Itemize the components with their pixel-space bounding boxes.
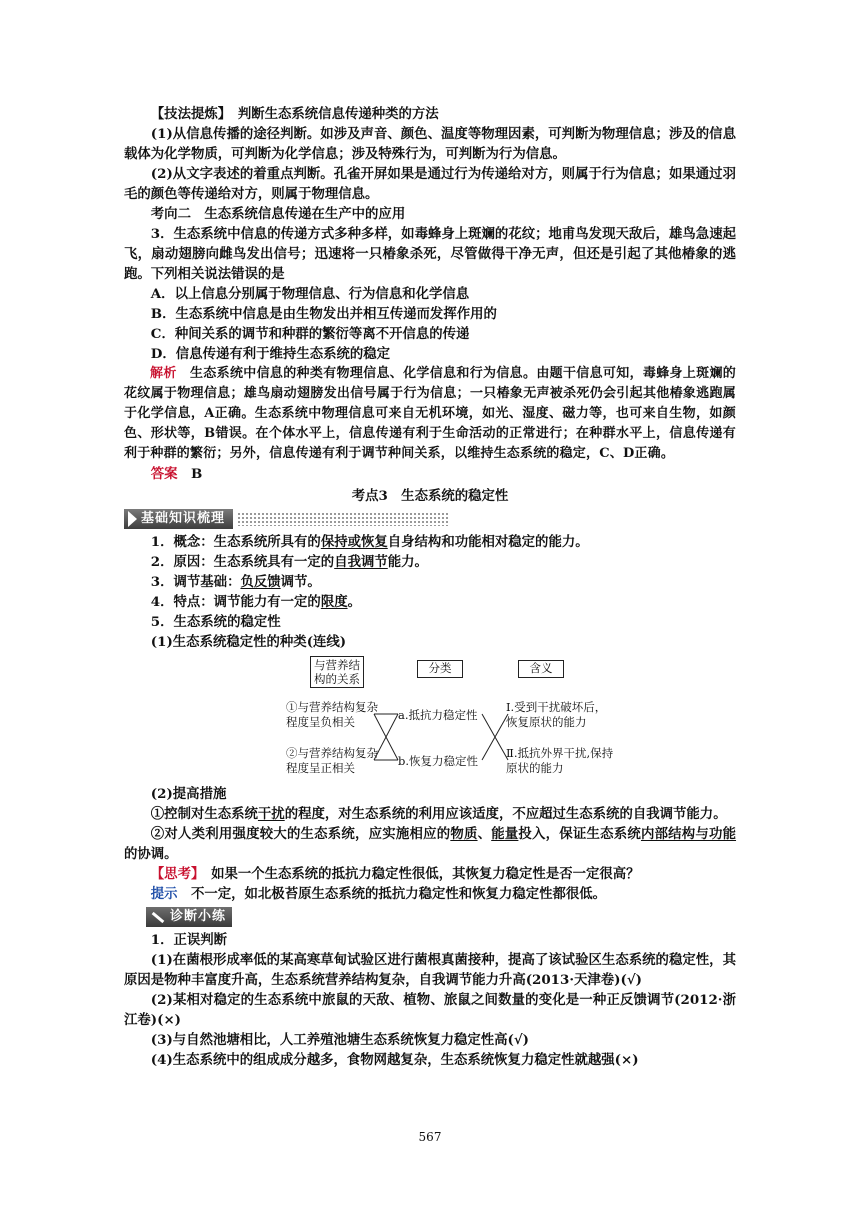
question-3-option-b: B．生态系统中信息是由生物发出并相互传递而发挥作用的 bbox=[150, 306, 497, 322]
judge-1: (1)在菌根形成率低的某高寒草甸试验区进行菌根真菌接种，提高了该试验区生态系统的稳定性，其原因是物种丰富度升高，生态系统营养结构复杂，自我调节能力升高(2013·天津卷)(√) bbox=[124, 952, 736, 988]
middle-item-a: a.抵抗力稳定性 bbox=[398, 708, 478, 722]
tech-title: 判断生态系统信息传递种类的方法 bbox=[237, 106, 439, 122]
analysis-label: 解析 bbox=[150, 366, 177, 381]
item-5-1: (1)生态系统稳定性的种类(连线) bbox=[150, 634, 347, 650]
measure-2-text-mid: 投入，保证生态系统 bbox=[518, 826, 641, 842]
measure-2-text: ②对人类利用强度较大的生态系统，应实施相应的 bbox=[150, 826, 451, 842]
measure-1-underline: 干扰 bbox=[257, 806, 285, 822]
measure-2-underline-2: 能量 bbox=[491, 826, 519, 842]
banner-text: 基础知识梳理 bbox=[141, 511, 226, 526]
basic-knowledge-banner bbox=[124, 508, 736, 530]
tech-heading bbox=[124, 104, 736, 124]
direction-2-heading: 考向二 生态系统信息传递在生产中的应用 bbox=[150, 206, 406, 222]
stability-matching-diagram bbox=[124, 656, 736, 784]
middle-item-b: b.恢复力稳定性 bbox=[398, 754, 479, 768]
tech-label: 【技法提炼】 bbox=[150, 106, 225, 122]
measure-1-text-end: 的程度，对生态系统的利用应该适度，不应超过生态系统的自我调节能力。 bbox=[284, 806, 727, 822]
item-1-text: 1．概念：生态系统所具有的 bbox=[150, 534, 321, 550]
question-3-stem: 3．生态系统中信息的传递方式多种多样，如毒蜂身上斑斓的花纹；地甫鸟发现天敌后，雄鸟急速起飞，扇动翅膀向雌鸟发出信号；迅速将一只椿象杀死，尽管做得干净无声，但还是引起了其他椿象的逃跑。下列相关说法错误的是 bbox=[124, 226, 736, 282]
left-item-1: ①与营养结构复杂程度呈负相关 bbox=[286, 700, 378, 729]
question-3-answer bbox=[124, 464, 736, 484]
tech-paragraph-1: (1)从信息传播的途径判断。如涉及声音、颜色、温度等物理因素，可判断为物理信息；涉及的信息载体为化学物质，可判断为化学信息；涉及特殊行为，可判断为行为信息。 bbox=[124, 126, 736, 162]
judge-title: 1．正误判断 bbox=[150, 932, 228, 948]
judge-3: (3)与自然池塘相比，人工养殖池塘生态系统恢复力稳定性高(√) bbox=[150, 1032, 530, 1048]
diagnosis-text: 诊断小练 bbox=[170, 909, 227, 924]
header-relation-text: 与营养结构的关系 bbox=[314, 658, 360, 686]
page-content bbox=[124, 100, 736, 1070]
tip-text: 不一定，如北极苔原生态系统的抵抗力稳定性和恢复力稳定性都很低。 bbox=[190, 886, 607, 902]
page-number: 567 bbox=[418, 1130, 442, 1144]
measure-2-separator: 、 bbox=[477, 826, 492, 842]
measure-2-text-end: 的协调。 bbox=[124, 846, 178, 862]
right-item-1: Ⅰ.受到干扰破坏后，恢复原状的能力 bbox=[506, 700, 607, 729]
think-label: 【思考】 bbox=[150, 866, 198, 882]
answer-label: 答案 bbox=[150, 466, 178, 482]
measure-2-underline-3: 内部结构与功能 bbox=[640, 826, 737, 842]
item-2 bbox=[124, 552, 736, 572]
item-3-underline: 负反馈 bbox=[240, 574, 281, 590]
item-1-text-end: 自身结构和功能相对稳定的能力。 bbox=[387, 534, 589, 550]
think-question bbox=[124, 864, 736, 884]
item-1 bbox=[124, 532, 736, 552]
measure-2-underline-1: 物质 bbox=[450, 826, 478, 842]
banner-tag bbox=[124, 509, 233, 529]
measure-1 bbox=[124, 804, 736, 824]
left-item-2: ②与营养结构复杂程度呈正相关 bbox=[286, 746, 378, 775]
question-3-option-a: A．以上信息分别属于物理信息、行为信息和化学信息 bbox=[150, 286, 470, 302]
think-text: 如果一个生态系统的抵抗力稳定性很低，其恢复力稳定性是否一定很高？ bbox=[211, 866, 640, 882]
item-2-text-end: 能力。 bbox=[387, 554, 428, 570]
answer-value: B bbox=[190, 466, 203, 482]
header-category-text: 分类 bbox=[428, 661, 452, 675]
question-3-option-d: D．信息传递有利于维持生态系统的稳定 bbox=[150, 346, 391, 362]
think-tip bbox=[124, 884, 736, 904]
question-3-analysis bbox=[124, 364, 736, 464]
item-1-underline: 保持或恢复 bbox=[320, 534, 388, 550]
dotted-decoration bbox=[237, 512, 449, 526]
judge-2: (2)某相对稳定的生态系统中旅鼠的天敌、植物、旅鼠之间数量的变化是一种正反馈调节(2012·浙江卷)(×) bbox=[124, 992, 736, 1028]
measure-2 bbox=[124, 824, 736, 864]
item-2-text: 2．原因：生态系统具有一定的 bbox=[150, 554, 335, 570]
diagnosis-tag bbox=[146, 907, 232, 927]
item-2-underline: 自我调节 bbox=[334, 554, 388, 570]
item-3-text-end: 调节。 bbox=[280, 574, 321, 590]
arrow-icon bbox=[128, 511, 137, 527]
judge-4: (4)生态系统中的组成成分越多，食物网越复杂，生态系统恢复力稳定性就越强(×) bbox=[150, 1052, 639, 1068]
item-4-underline: 限度 bbox=[320, 594, 348, 610]
connector-lines bbox=[124, 656, 736, 784]
item-5: 5．生态系统的稳定性 bbox=[150, 614, 281, 630]
item-4-text-end: 。 bbox=[347, 594, 361, 610]
item-3-text: 3．调节基础： bbox=[150, 574, 241, 590]
item-4 bbox=[124, 592, 736, 612]
question-3-option-c: C．种间关系的调节和种群的繁衍等离不开信息的传递 bbox=[150, 326, 470, 342]
measure-1-text: ①控制对生态系统 bbox=[150, 806, 258, 822]
right-item-2: Ⅱ.抵抗外界干扰,保持原状的能力 bbox=[506, 746, 614, 775]
item-3 bbox=[124, 572, 736, 592]
analysis-text: 生态系统中信息的种类有物理信息、化学信息和行为信息。由题干信息可知，毒蜂身上斑斓的花纹属于物理信息；雄鸟扇动翅膀发出信号属于行为信息；一只椿象无声被杀死仍会引起其他椿象逃跑属于化学信息，A正确。生态系统中物理信息可来自无机环境，如光、湿度、磁力等，也可来自生物，如颜色、形状等，B错误。在个体水平上，信息传递有利于生命活动的正常进行；在种群水平上，信息传递有利于种群的繁衍；另外，信息传递有利于调节种间关系，以维持生态系统的稳定，C、D正确。 bbox=[124, 366, 737, 461]
measures-title: (2)提高措施 bbox=[150, 786, 227, 802]
slash-icon bbox=[148, 907, 166, 927]
tip-label: 提示 bbox=[150, 886, 178, 902]
diagnosis-banner bbox=[146, 906, 736, 928]
item-4-text: 4．特点：调节能力有一定的 bbox=[150, 594, 321, 610]
header-meaning-text: 含义 bbox=[529, 661, 553, 675]
tech-paragraph-2: (2)从文字表述的着重点判断。孔雀开屏如果是通过行为传递给对方，则属于行为信息；如果通过羽毛的颜色等传递给对方，则属于物理信息。 bbox=[124, 166, 736, 202]
kaodian-3-title: 考点3 生态系统的稳定性 bbox=[351, 488, 509, 504]
